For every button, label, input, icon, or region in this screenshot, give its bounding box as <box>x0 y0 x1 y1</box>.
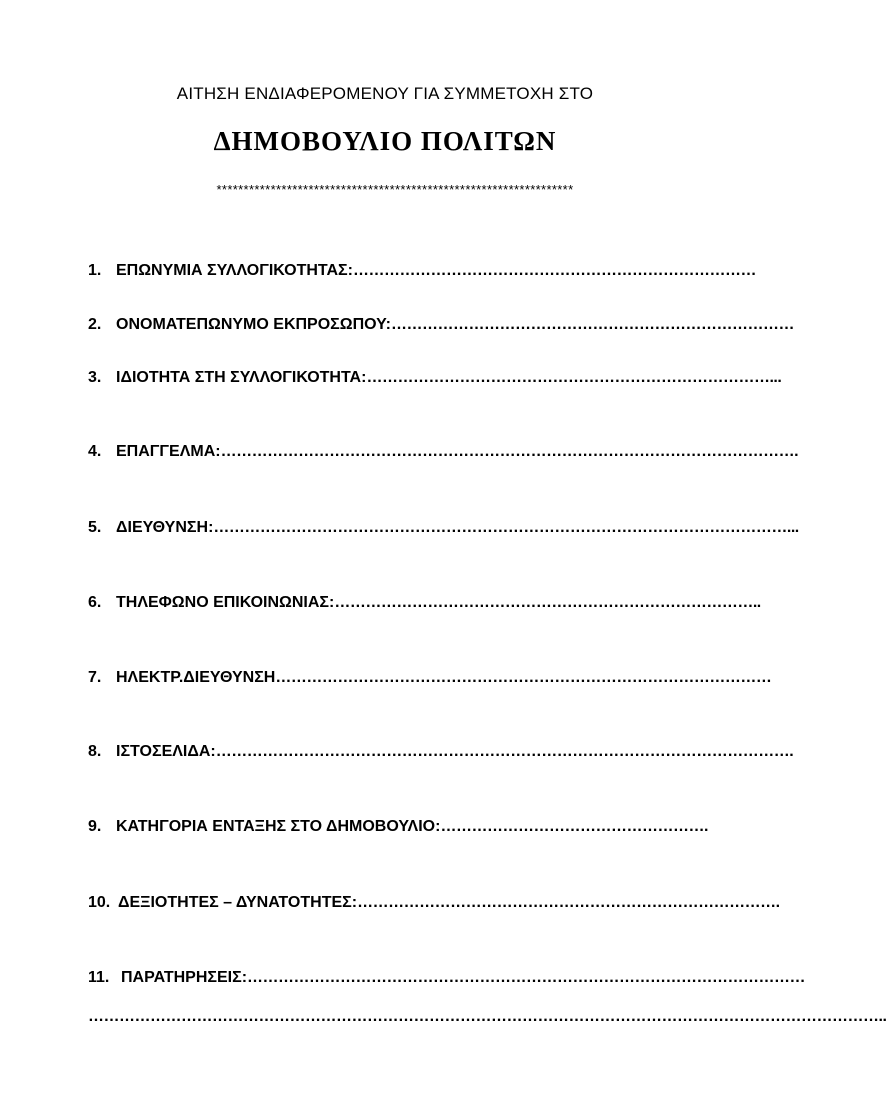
field-fill-line[interactable]: ……………………………………………………………………….. <box>334 594 761 611</box>
field-number: 5. <box>88 519 102 536</box>
field-label: ΔΕΞΙΟΤΗΤΕΣ – ΔΥΝΑΤΟΤΗΤΕΣ: <box>118 894 358 911</box>
field-fill-line[interactable]: …………………………………………………………………… <box>352 262 756 279</box>
field-representative-name <box>88 316 794 334</box>
field-number: 1. <box>88 262 102 279</box>
field-number: 4. <box>88 443 102 460</box>
field-number: 9. <box>88 818 102 835</box>
field-category <box>88 818 710 836</box>
field-label: ΕΠΑΓΓΕΛΜΑ: <box>116 443 221 460</box>
field-skills <box>88 894 780 912</box>
field-fill-line[interactable]: ……………………………………………………………………………………………… <box>247 969 806 986</box>
field-organization-name <box>88 262 756 280</box>
field-profession <box>88 443 799 461</box>
field-label: ΤΗΛΕΦΩΝΟ ΕΠΙΚΟΙΝΩΝΙΑΣ: <box>116 594 335 611</box>
field-website <box>88 743 794 761</box>
field-number: 8. <box>88 743 102 760</box>
form-title: ΔΗΜΟΒΟΥΛΙΟ ΠΟΛΙΤΩΝ <box>213 126 557 156</box>
field-address <box>88 519 799 537</box>
field-number: 11. <box>88 969 110 986</box>
field-number: 7. <box>88 669 102 686</box>
field-contact-phone <box>88 594 761 612</box>
form-subtitle: ΑΙΤΗΣΗ ΕΝΔΙΑΦΕΡΟΜΕΝΟΥ ΓΙΑ ΣΥΜΜΕΤΟΧΗ ΣΤΟ <box>176 84 594 103</box>
field-label: ΚΑΤΗΓΟΡΙΑ ΕΝΤΑΞΗΣ ΣΤΟ ΔΗΜΟΒΟΥΛΙΟ: <box>116 818 441 835</box>
field-remarks <box>88 969 806 987</box>
field-label: ΙΔΙΟΤΗΤΑ ΣΤΗ ΣΥΛΛΟΓΙΚΟΤΗΤΑ: <box>116 369 367 386</box>
field-label: ΔΙΕΥΘΥΝΣΗ: <box>116 519 214 536</box>
field-fill-line[interactable]: …………………………………………………………………… <box>390 316 794 333</box>
field-label: ΠΑΡΑΤΗΡΗΣΕΙΣ: <box>121 969 248 986</box>
field-number: 6. <box>88 594 102 611</box>
field-label: ΟΝΟΜΑΤΕΠΩΝΥΜΟ ΕΚΠΡΟΣΩΠΟΥ: <box>116 316 391 333</box>
asterisk-separator: ****************************************************************** <box>216 182 574 197</box>
field-label: ΕΠΩΝΥΜΙΑ ΣΥΛΛΟΓΙΚΟΤΗΤΑΣ: <box>116 262 353 279</box>
field-fill-line[interactable]: ……………………………………………. <box>440 818 708 835</box>
field-number: 10. <box>88 894 111 911</box>
field-fill-line[interactable]: …………………………………………………………………………………………………. <box>220 443 799 460</box>
field-email <box>88 669 772 687</box>
field-role-in-organization <box>88 369 782 387</box>
field-label: ΙΣΤΟΣΕΛΙΔΑ: <box>116 743 216 760</box>
field-fill-line[interactable]: …………………………………………………………………………………………………. <box>215 743 794 760</box>
field-fill-line[interactable]: ……………………………………………………………………... <box>366 369 782 386</box>
field-label: ΗΛΕΚΤΡ.ΔΙΕΥΘΥΝΣΗ <box>116 669 276 686</box>
field-fill-line[interactable]: …………………………………………………………………………………… <box>275 669 772 686</box>
remarks-continuation-line[interactable]: ……………………………………………………………………………………………………………………………………….. <box>88 1008 886 1025</box>
field-number: 3. <box>88 369 102 386</box>
field-number: 2. <box>88 316 102 333</box>
field-fill-line[interactable]: ………………………………………………………………………. <box>357 894 780 911</box>
field-fill-line[interactable]: …………………………………………………………………………………………………... <box>213 519 799 536</box>
